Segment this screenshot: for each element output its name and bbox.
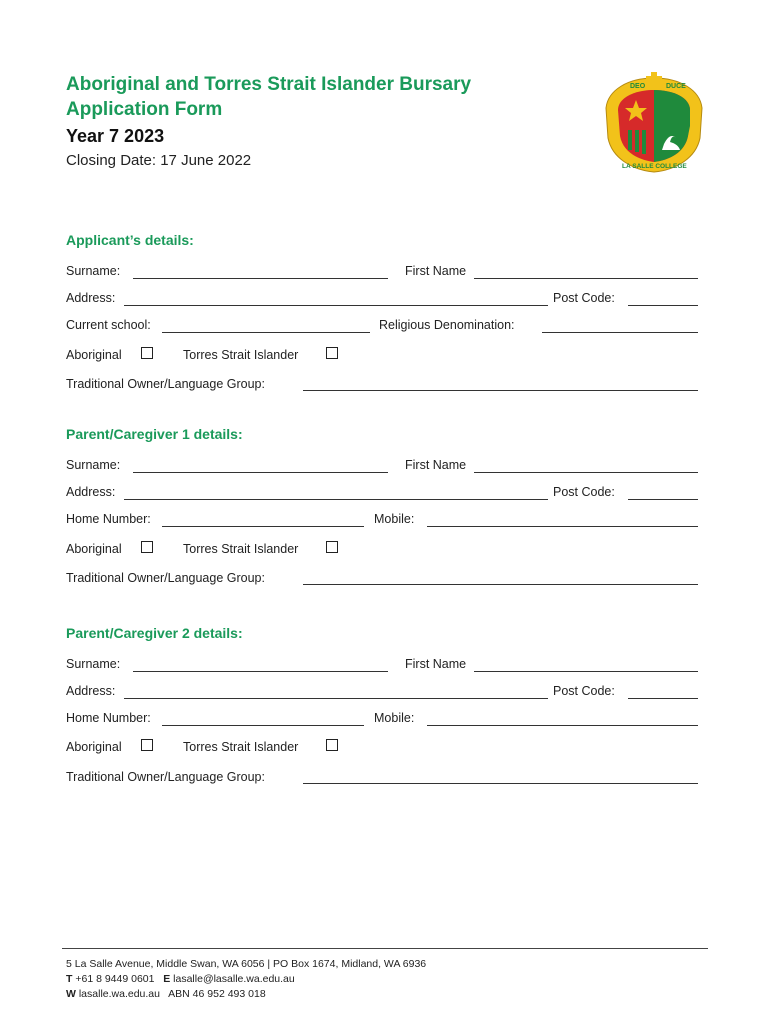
torres-strait-label: Torres Strait Islander	[183, 542, 299, 556]
footer-web-line	[66, 988, 266, 1000]
form-title-line1: Aboriginal and Torres Strait Islander Bursary	[66, 74, 472, 95]
address-field[interactable]	[124, 305, 548, 306]
footer-contact-line	[66, 973, 295, 985]
svg-text:LA SALLE COLLEGE: LA SALLE COLLEGE	[622, 163, 687, 170]
torres-strait-checkbox[interactable]	[326, 347, 338, 359]
post-code-label: Post Code:	[553, 485, 615, 499]
religious-denomination-label: Religious Denomination:	[379, 318, 515, 332]
home-number-label: Home Number:	[66, 711, 151, 725]
surname-field[interactable]	[133, 472, 388, 473]
parent1-section	[66, 426, 706, 606]
address-label: Address:	[66, 291, 116, 305]
aboriginal-checkbox[interactable]	[141, 739, 153, 751]
website-label: W	[66, 988, 76, 1000]
post-code-field[interactable]	[628, 698, 698, 699]
mobile-label: Mobile:	[374, 711, 415, 725]
home-number-field[interactable]	[162, 725, 364, 726]
mobile-label: Mobile:	[374, 512, 415, 526]
post-code-label: Post Code:	[553, 291, 615, 305]
traditional-owner-label: Traditional Owner/Language Group:	[66, 571, 265, 585]
aboriginal-label: Aboriginal	[66, 348, 122, 362]
applicant-section	[66, 232, 706, 412]
la-salle-college-crest-icon	[600, 72, 708, 176]
abn-text: ABN 46 952 493 018	[168, 988, 266, 1000]
traditional-owner-label: Traditional Owner/Language Group:	[66, 377, 265, 391]
traditional-owner-field[interactable]	[303, 390, 698, 391]
torres-strait-label: Torres Strait Islander	[183, 348, 299, 362]
home-number-label: Home Number:	[66, 512, 151, 526]
parent2-section-title: Parent/Caregiver 2 details:	[66, 625, 243, 641]
mobile-field[interactable]	[427, 725, 698, 726]
first-name-field[interactable]	[474, 278, 698, 279]
address-label: Address:	[66, 684, 116, 698]
form-title-line2: Application Form	[66, 99, 223, 120]
phone-label: T	[66, 973, 73, 985]
current-school-label: Current school:	[66, 318, 151, 332]
address-field[interactable]	[124, 698, 548, 699]
torres-strait-checkbox[interactable]	[326, 739, 338, 751]
traditional-owner-field[interactable]	[303, 584, 698, 585]
mobile-field[interactable]	[427, 526, 698, 527]
applicant-section-title: Applicant’s details:	[66, 232, 194, 248]
current-school-field[interactable]	[162, 332, 370, 333]
surname-field[interactable]	[133, 671, 388, 672]
surname-label: Surname:	[66, 458, 121, 472]
first-name-label: First Name	[405, 657, 467, 671]
post-code-label: Post Code:	[553, 684, 615, 698]
closing-date: Closing Date: 17 June 2022	[66, 152, 252, 169]
traditional-owner-field[interactable]	[303, 783, 698, 784]
first-name-field[interactable]	[474, 671, 698, 672]
surname-label: Surname:	[66, 264, 121, 278]
parent1-section-title: Parent/Caregiver 1 details:	[66, 426, 243, 442]
first-name-field[interactable]	[474, 472, 698, 473]
religious-denomination-field[interactable]	[542, 332, 698, 333]
aboriginal-checkbox[interactable]	[141, 541, 153, 553]
email-label: E	[163, 973, 171, 985]
home-number-field[interactable]	[162, 526, 364, 527]
surname-field[interactable]	[133, 278, 388, 279]
footer-divider	[62, 948, 708, 949]
footer-address: 5 La Salle Avenue, Middle Swan, WA 6056 | PO Box 1674, Midland, WA 6936	[66, 958, 427, 970]
post-code-field[interactable]	[628, 305, 698, 306]
torres-strait-checkbox[interactable]	[326, 541, 338, 553]
website-link[interactable]: lasalle.wa.edu.au	[78, 988, 160, 1000]
torres-strait-label: Torres Strait Islander	[183, 740, 299, 754]
aboriginal-label: Aboriginal	[66, 740, 122, 754]
phone-number: +61 8 9449 0601	[75, 973, 155, 985]
post-code-field[interactable]	[628, 499, 698, 500]
svg-text:DEO: DEO	[630, 83, 646, 90]
address-label: Address:	[66, 485, 116, 499]
traditional-owner-label: Traditional Owner/Language Group:	[66, 770, 265, 784]
email-link[interactable]: lasalle@lasalle.wa.edu.au	[173, 973, 295, 985]
aboriginal-label: Aboriginal	[66, 542, 122, 556]
first-name-label: First Name	[405, 264, 467, 278]
aboriginal-checkbox[interactable]	[141, 347, 153, 359]
svg-text:DUCE: DUCE	[666, 83, 686, 90]
surname-label: Surname:	[66, 657, 121, 671]
first-name-label: First Name	[405, 458, 467, 472]
parent2-section	[66, 625, 706, 805]
address-field[interactable]	[124, 499, 548, 500]
year-heading: Year 7 2023	[66, 126, 165, 146]
